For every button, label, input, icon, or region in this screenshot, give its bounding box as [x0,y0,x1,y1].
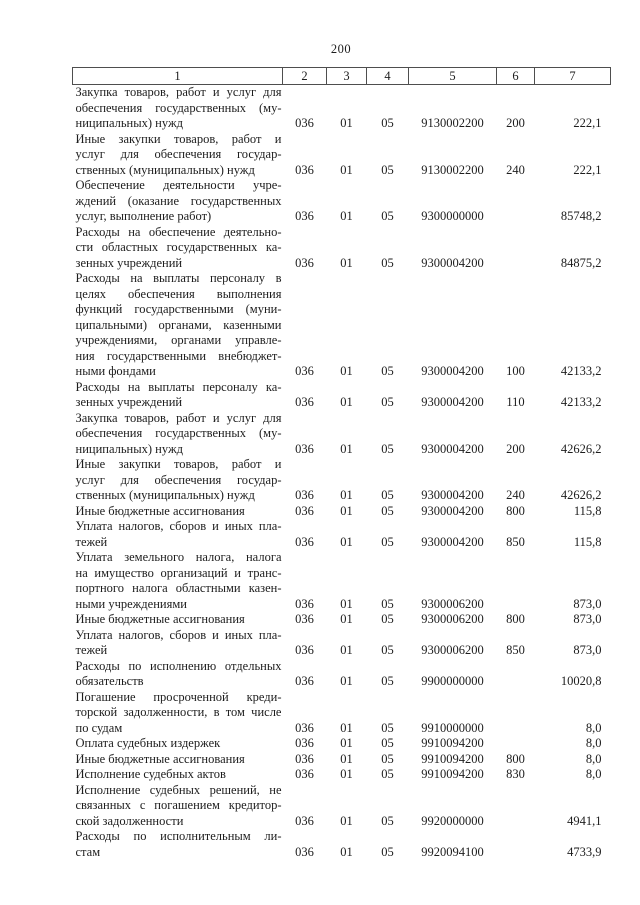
description-line: Уплата налогов, сборов и иных пла- [75,627,282,642]
description-line: Расходы на выплаты персоналу ка- [75,379,282,394]
cell-expense-type-code: 100 [506,364,525,378]
row-description [73,550,283,612]
cell-amount: 222,1 [573,162,602,177]
row-description [73,767,283,783]
cell-grbs-code: 036 [295,736,314,750]
row-description [73,132,283,179]
cell-subsection-code: 05 [381,503,394,518]
cell-grbs-code: 036 [295,488,314,502]
cell-expense-type-code: 800 [506,612,525,626]
cell-target-article-code: 9920094100 [421,844,484,859]
description-line: на имущество организаций и транс- [75,565,282,580]
table-row [73,519,611,550]
cell-subsection-code: 05 [381,395,394,409]
row-description [73,380,283,411]
description-line: Исполнение судебных решений, не [75,782,282,797]
cell-grbs-code: 036 [295,116,314,130]
table-row [73,736,611,752]
table-header-row [73,68,611,85]
cell-section-code: 01 [340,364,353,378]
cell-amount: 42133,2 [560,364,602,378]
cell-target-article-code: 9910094200 [421,767,484,781]
cell-target-article-code: 9300004200 [421,364,484,378]
table-row [73,628,611,659]
cell-expense-type-code [497,178,535,225]
description-line: Иные бюджетные ассигнования [75,503,245,518]
cell-expense-type-code: 240 [506,488,525,502]
cell-section-code: 01 [340,395,353,409]
cell-subsection-code: 05 [381,751,394,766]
cell-section-code: 01 [340,488,353,502]
cell-amount: 4733,9 [567,844,602,859]
description-line: Расходы на обеспечение деятельно- [75,224,282,239]
cell-subsection-code: 05 [381,209,394,223]
cell-section-code: 01 [340,116,353,130]
table-row [73,752,611,768]
description-line: Уплата налогов, сборов и иных пла- [75,519,282,533]
cell-grbs-code: 036 [295,612,314,626]
cell-grbs-code: 036 [295,596,314,611]
description-line: ными учреждениями [75,596,187,611]
cell-expense-type-code: 850 [506,643,525,657]
description-line: ждений (оказание государственных [75,193,282,208]
cell-target-article-code: 9300000000 [421,209,484,223]
description-line: Погашение просроченной креди- [75,689,282,704]
cell-section-code: 01 [340,612,353,626]
table-row [73,225,611,272]
cell-amount: 115,8 [573,534,602,549]
budget-table [72,67,611,860]
cell-subsection-code: 05 [381,612,394,626]
cell-expense-type-code: 240 [506,162,525,177]
description-line: ния государственными внебюджет- [75,348,282,363]
cell-amount: 8,0 [585,736,602,750]
cell-grbs-code: 036 [295,720,314,735]
description-line: зенных учреждений [75,395,183,409]
cell-target-article-code: 9130002200 [421,116,484,130]
table-row [73,132,611,179]
cell-section-code: 01 [340,844,353,859]
cell-expense-type-code [497,225,535,272]
cell-expense-type-code: 200 [506,116,525,130]
cell-expense-type-code: 830 [506,767,525,781]
description-line: ниципальных) нужд [75,116,183,130]
cell-grbs-code: 036 [295,503,314,518]
cell-amount: 10020,8 [560,674,602,688]
row-description [73,829,283,860]
description-line: ственных (муниципальных) нужд [75,488,255,502]
cell-expense-type-code: 800 [506,751,525,766]
table-row [73,411,611,458]
row-description [73,628,283,659]
table-row [73,271,611,380]
description-line: Закупка товаров, работ и услуг для [75,85,282,99]
cell-section-code: 01 [340,255,353,270]
table-row [73,178,611,225]
cell-expense-type-code [497,690,535,737]
cell-grbs-code: 036 [295,162,314,177]
table-row [73,690,611,737]
description-line: по судам [75,720,123,735]
cell-grbs-code: 036 [295,844,314,859]
description-line: ственных (муниципальных) нужд [75,162,255,177]
cell-section-code: 01 [340,209,353,223]
cell-target-article-code: 9300006200 [421,612,484,626]
description-line: услуг для обеспечения государ- [75,147,282,161]
header-cell-4: 4 [367,68,409,85]
description-line: целях обеспечения выполнения [75,286,282,301]
cell-grbs-code: 036 [295,674,314,688]
cell-target-article-code: 9300004200 [421,395,484,409]
description-line: функций государственными (муни- [75,302,282,316]
header-cell-3: 3 [327,68,367,85]
table-row [73,783,611,830]
cell-target-article-code: 9300006200 [421,643,484,657]
cell-section-code: 01 [340,720,353,735]
cell-section-code: 01 [340,813,353,828]
description-line: услуг, выполнение работ) [75,209,212,223]
cell-subsection-code: 05 [381,643,394,657]
row-description [73,178,283,225]
description-line: ципальными) органами, казенными [75,317,282,332]
description-line: Иные закупки товаров, работ и [75,131,282,146]
cell-amount: 42626,2 [560,441,602,456]
cell-amount: 42133,2 [560,395,602,409]
cell-expense-type-code [497,736,535,752]
page-number: 200 [330,42,352,56]
cell-subsection-code: 05 [381,596,394,611]
cell-subsection-code: 05 [381,441,394,456]
cell-target-article-code: 9910094200 [421,736,484,750]
description-line: Оплата судебных издержек [75,736,221,750]
cell-expense-type-code [497,659,535,690]
cell-amount: 115,8 [573,503,602,518]
table-body [73,85,611,861]
cell-section-code: 01 [340,534,353,549]
row-description [73,271,283,380]
cell-subsection-code: 05 [381,813,394,828]
description-line: портного налога областными казен- [75,581,282,595]
header-cell-5: 5 [409,68,497,85]
cell-subsection-code: 05 [381,534,394,549]
description-line: обеспечения государственных (му- [75,426,282,440]
cell-amount: 85748,2 [560,209,602,223]
row-description [73,411,283,458]
row-description [73,690,283,737]
row-description [73,783,283,830]
cell-expense-type-code: 850 [506,534,525,549]
cell-expense-type-code [497,550,535,612]
cell-expense-type-code [497,829,535,860]
description-line: обязательств [75,674,144,688]
row-description [73,225,283,272]
cell-section-code: 01 [340,767,353,781]
cell-subsection-code: 05 [381,116,394,130]
cell-grbs-code: 036 [295,534,314,549]
cell-section-code: 01 [340,751,353,766]
cell-target-article-code: 9300004200 [421,534,484,549]
cell-grbs-code: 036 [295,767,314,781]
row-description [73,612,283,628]
cell-section-code: 01 [340,162,353,177]
table-row [73,550,611,612]
cell-amount: 8,0 [585,751,602,766]
cell-amount: 873,0 [573,643,602,657]
cell-section-code: 01 [340,674,353,688]
cell-section-code: 01 [340,441,353,456]
cell-grbs-code: 036 [295,255,314,270]
cell-expense-type-code [497,783,535,830]
cell-grbs-code: 036 [295,395,314,409]
cell-target-article-code: 9300004200 [421,441,484,456]
cell-subsection-code: 05 [381,720,394,735]
description-line: Иные бюджетные ассигнования [75,612,245,626]
cell-target-article-code: 9300004200 [421,255,484,270]
description-line: тежей [75,643,108,657]
description-line: Закупка товаров, работ и услуг для [75,410,282,425]
cell-subsection-code: 05 [381,674,394,688]
table-row [73,380,611,411]
header-cell-7: 7 [535,68,611,85]
cell-grbs-code: 036 [295,813,314,828]
description-line: зенных учреждений [75,255,183,270]
description-line: Иные бюджетные ассигнования [75,751,245,766]
cell-expense-type-code: 200 [506,441,525,456]
row-description [73,736,283,752]
description-line: Обеспечение деятельности учре- [75,178,282,192]
cell-grbs-code: 036 [295,643,314,657]
cell-section-code: 01 [340,643,353,657]
cell-target-article-code: 9910094200 [421,751,484,766]
cell-target-article-code: 9910000000 [421,720,484,735]
description-line: сти областных государственных ка- [75,240,282,254]
description-line: Иные закупки товаров, работ и [75,457,282,471]
cell-subsection-code: 05 [381,844,394,859]
cell-amount: 84875,2 [560,255,602,270]
cell-amount: 8,0 [585,767,602,781]
header-cell-2: 2 [283,68,327,85]
cell-grbs-code: 036 [295,441,314,456]
cell-subsection-code: 05 [381,736,394,750]
cell-subsection-code: 05 [381,767,394,781]
cell-amount: 873,0 [573,612,602,626]
cell-amount: 8,0 [585,720,602,735]
cell-target-article-code: 9130002200 [421,162,484,177]
header-cell-1: 1 [73,68,283,85]
description-line: ными фондами [75,364,156,378]
cell-subsection-code: 05 [381,488,394,502]
cell-amount: 222,1 [573,116,602,130]
description-line: Расходы на выплаты персоналу в [75,271,282,285]
header-cell-6: 6 [497,68,535,85]
row-description [73,457,283,504]
description-line: Исполнение судебных актов [75,767,226,781]
table-row [73,767,611,783]
cell-grbs-code: 036 [295,364,314,378]
table-row [73,457,611,504]
description-line: связанных с погашением кредитор- [75,798,282,812]
description-line: Расходы по исполнительным ли- [75,829,282,843]
table-row [73,659,611,690]
table-row [73,612,611,628]
cell-subsection-code: 05 [381,162,394,177]
cell-subsection-code: 05 [381,364,394,378]
cell-amount: 42626,2 [560,488,602,502]
description-line: тежей [75,534,108,549]
cell-target-article-code: 9300004200 [421,503,484,518]
cell-grbs-code: 036 [295,751,314,766]
description-line: обеспечения государственных (му- [75,100,282,115]
description-line: ниципальных) нужд [75,441,183,456]
description-line: торской задолженности, в том числе [75,705,282,719]
cell-target-article-code: 9300004200 [421,488,484,502]
cell-target-article-code: 9920000000 [421,813,484,828]
description-line: стам [75,844,101,859]
description-line: Расходы по исполнению отдельных [75,658,282,673]
cell-expense-type-code: 800 [506,503,525,518]
description-line: ской задолженности [75,813,184,828]
row-description [73,85,283,132]
cell-target-article-code: 9900000000 [421,674,484,688]
row-description [73,752,283,768]
cell-section-code: 01 [340,736,353,750]
cell-target-article-code: 9300006200 [421,596,484,611]
cell-expense-type-code: 110 [506,395,525,409]
table-row [73,85,611,132]
table-row [73,504,611,520]
cell-amount: 4941,1 [567,813,602,828]
row-description [73,519,283,550]
row-description [73,659,283,690]
cell-grbs-code: 036 [295,209,314,223]
description-line: услуг для обеспечения государ- [75,472,282,487]
description-line: учреждениями, органами управле- [75,333,282,347]
row-description [73,504,283,520]
description-line: Уплата земельного налога, налога [75,550,282,564]
cell-section-code: 01 [340,503,353,518]
cell-subsection-code: 05 [381,255,394,270]
table-row [73,829,611,860]
cell-section-code: 01 [340,596,353,611]
cell-amount: 873,0 [573,596,602,611]
